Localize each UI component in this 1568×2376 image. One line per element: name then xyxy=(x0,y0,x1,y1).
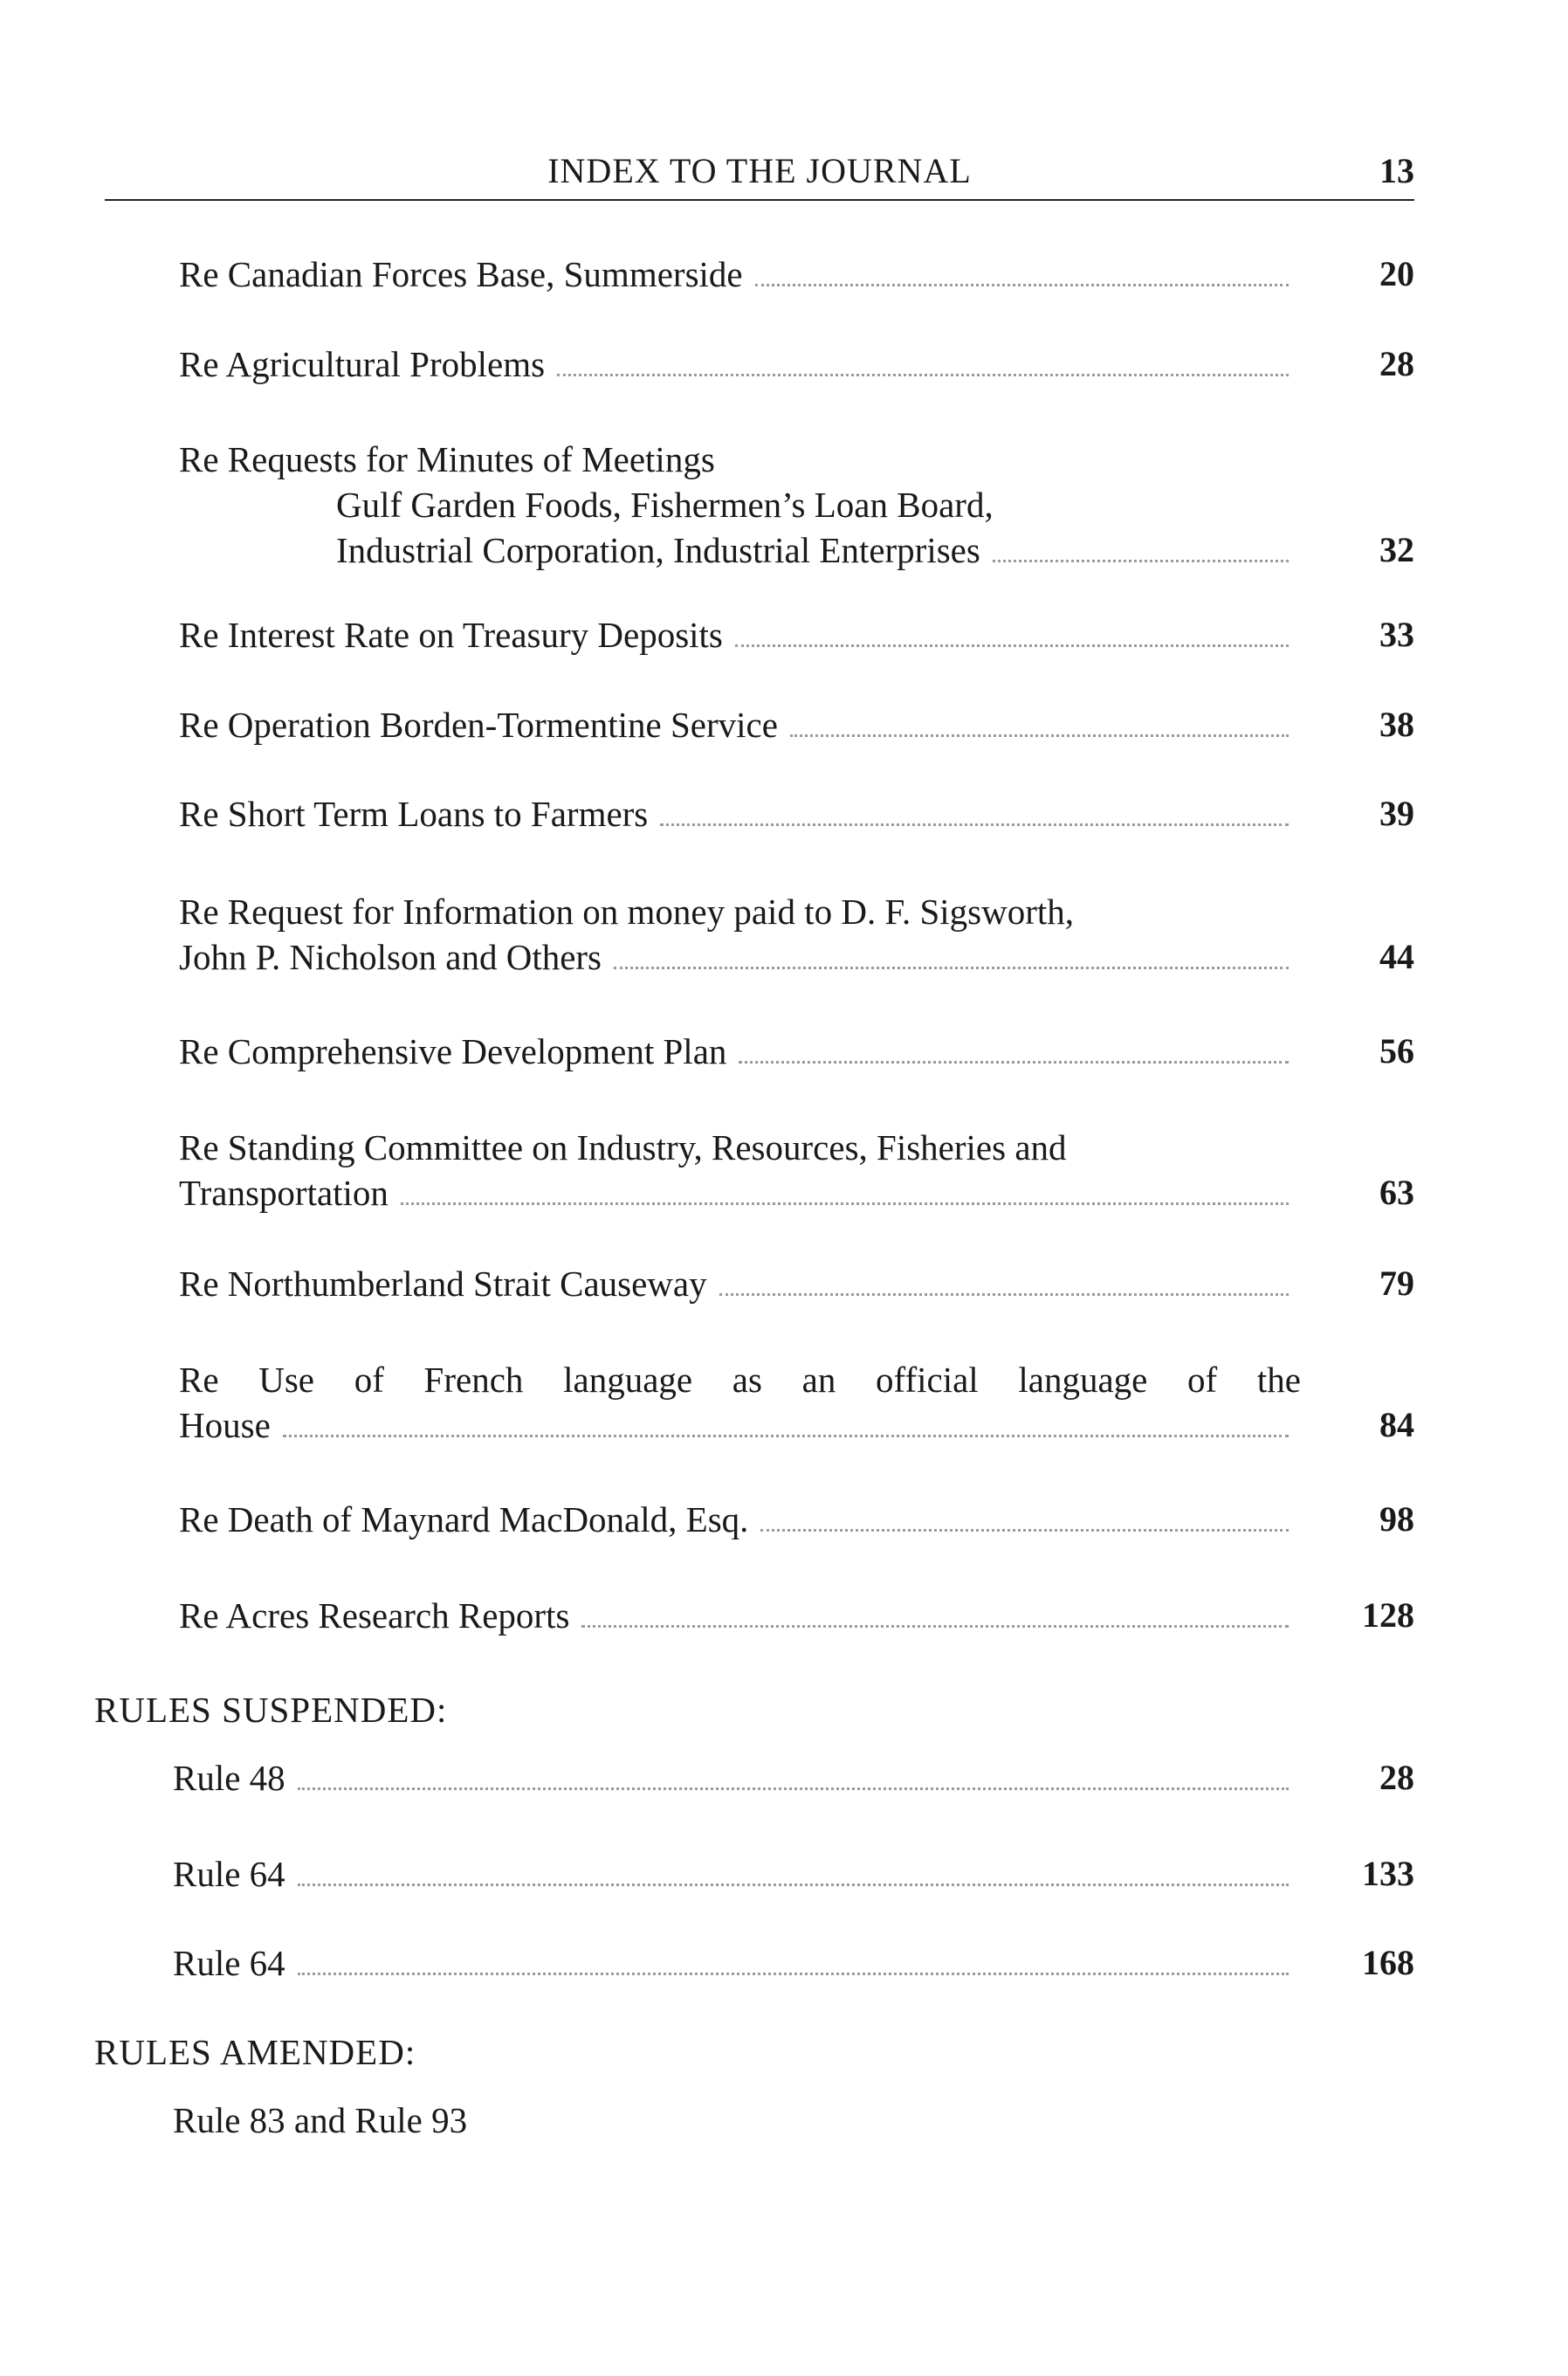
entry-page: 44 xyxy=(1379,937,1414,976)
entry-page: 79 xyxy=(1379,1264,1414,1303)
index-entry xyxy=(179,1357,1414,1448)
page-title: INDEX TO THE JOURNAL xyxy=(547,151,972,190)
entry-page: 56 xyxy=(1379,1031,1414,1071)
entry-page: 98 xyxy=(1379,1499,1414,1539)
entry-page: 20 xyxy=(1379,254,1414,293)
index-entry xyxy=(179,251,1414,297)
entry-page: 28 xyxy=(1379,344,1414,383)
entry-text: Re Standing Committee on Industry, Resources, Fisheries and xyxy=(179,1127,1067,1167)
entry-text: John P. Nicholson and Others xyxy=(179,937,602,977)
rule-label: Rule 48 xyxy=(173,1758,285,1798)
entry-page: 28 xyxy=(1379,1758,1414,1797)
running-head xyxy=(105,147,1414,201)
entry-text: Re Agricultural Problems xyxy=(179,344,546,384)
rule-entry xyxy=(173,2097,1414,2143)
entry-text: Re Canadian Forces Base, Summerside xyxy=(179,254,743,294)
rule-label: Rule 64 xyxy=(173,1943,285,1983)
entry-page: 63 xyxy=(1379,1173,1414,1212)
entry-text: Re Operation Borden-Tormentine Service xyxy=(179,705,778,745)
rule-entry xyxy=(173,1851,1414,1897)
entry-text: House xyxy=(179,1405,271,1445)
entry-text: Re Use of French language as an official language of the xyxy=(179,1360,1301,1400)
section-heading-rules-suspended: RULES SUSPENDED: xyxy=(94,1690,448,1730)
entry-text: Industrial Corporation, Industrial Enterprises xyxy=(336,530,980,570)
index-entry xyxy=(179,612,1414,658)
rule-entry xyxy=(173,1940,1414,1986)
rule-label: Rule 64 xyxy=(173,1854,285,1894)
entry-text: Gulf Garden Foods, Fishermen’s Loan Board, xyxy=(336,485,994,525)
index-entry xyxy=(179,1593,1414,1638)
entry-page: 33 xyxy=(1379,615,1414,654)
entry-text: Transportation xyxy=(179,1173,389,1213)
entry-text: Re Death of Maynard MacDonald, Esq. xyxy=(179,1499,749,1539)
entry-page: 84 xyxy=(1379,1405,1414,1444)
entry-text: Re Comprehensive Development Plan xyxy=(179,1031,727,1071)
entry-text: Re Request for Information on money paid to D. F. Sigsworth, xyxy=(179,892,1075,932)
entry-text: Re Interest Rate on Treasury Deposits xyxy=(179,615,723,655)
index-entry xyxy=(179,1125,1414,1216)
rule-entry xyxy=(173,1755,1414,1801)
rule-label: Rule 83 and Rule 93 xyxy=(173,2100,468,2140)
index-entry xyxy=(179,1029,1414,1074)
index-entry xyxy=(179,791,1414,837)
entry-text: Re Northumberland Strait Causeway xyxy=(179,1264,707,1304)
entry-text: Re Requests for Minutes of Meetings xyxy=(179,439,715,479)
index-entry xyxy=(179,341,1414,387)
page-number: 13 xyxy=(1379,151,1414,190)
index-entry xyxy=(179,1261,1414,1306)
index-entry xyxy=(179,437,1414,573)
entry-text: Re Acres Research Reports xyxy=(179,1595,570,1636)
index-entry xyxy=(179,889,1414,980)
index-entry xyxy=(179,702,1414,747)
index-entry xyxy=(179,1497,1414,1542)
entry-page: 128 xyxy=(1362,1595,1414,1635)
entry-page: 32 xyxy=(1379,530,1414,569)
entry-page: 38 xyxy=(1379,705,1414,744)
entry-page: 133 xyxy=(1362,1854,1414,1893)
section-heading-rules-amended: RULES AMENDED: xyxy=(94,2032,416,2072)
entry-text: Re Short Term Loans to Farmers xyxy=(179,794,649,834)
entry-page: 39 xyxy=(1379,794,1414,833)
entry-page: 168 xyxy=(1362,1943,1414,1982)
